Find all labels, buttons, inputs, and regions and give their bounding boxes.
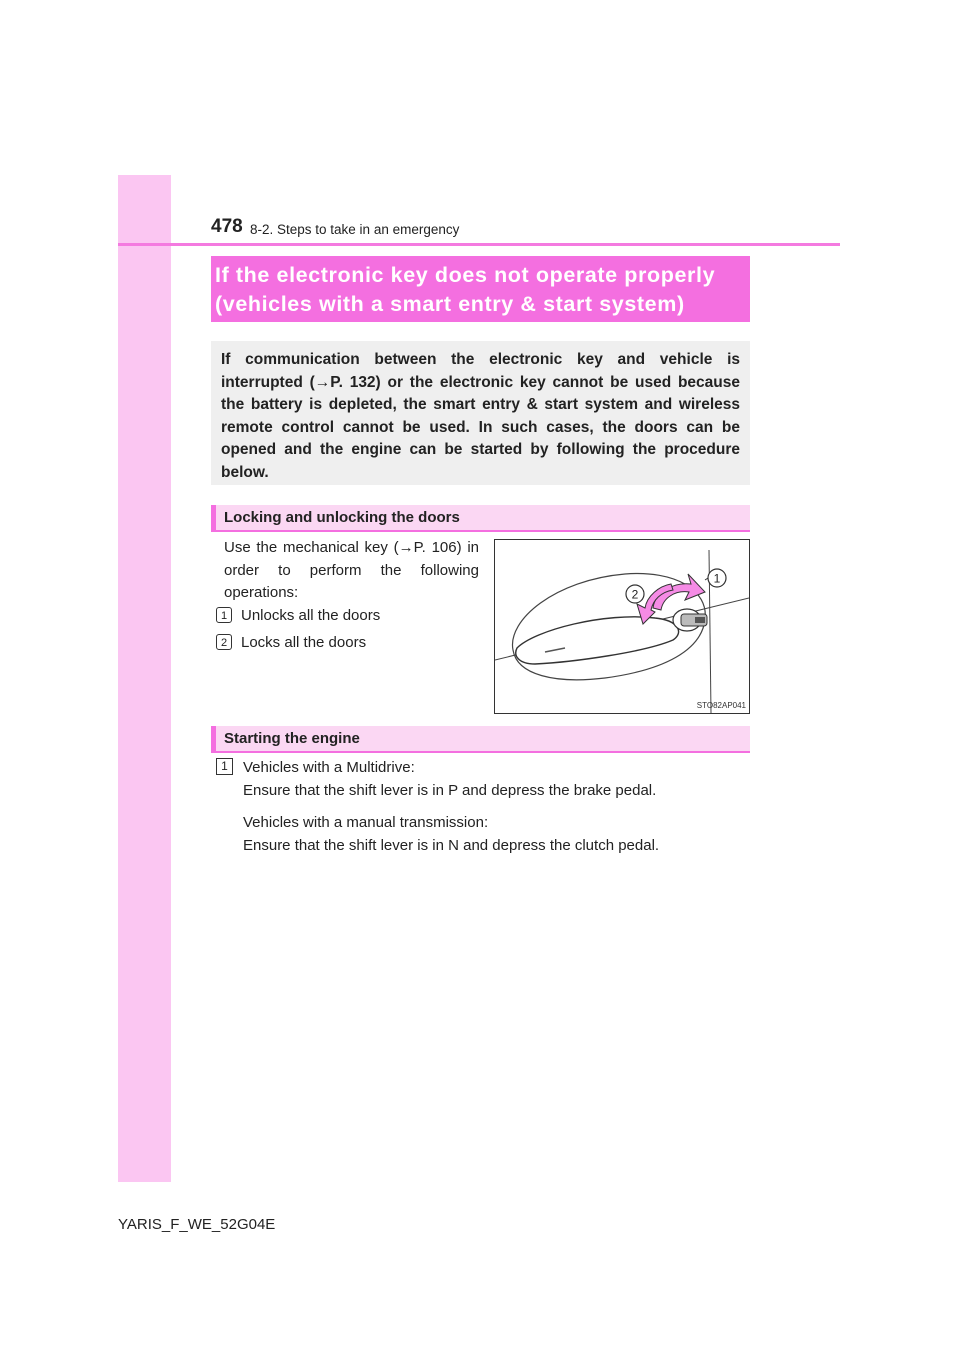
- condition-line: [243, 812, 743, 857]
- section-path: 8-2. Steps to take in an emergency: [250, 222, 460, 237]
- footer-code: YARIS_F_WE_52G04E: [118, 1216, 276, 1233]
- title-line-2: (vehicles with a smart entry & start system): [215, 292, 685, 316]
- step-label: Locks all the doors: [241, 633, 367, 651]
- callout-1-label: 1: [713, 571, 721, 586]
- title-banner: [211, 256, 750, 322]
- callout-2-label: 2: [631, 587, 639, 602]
- condition-line: [243, 757, 743, 802]
- locking-heading: Locking and unlocking the doors: [211, 505, 750, 530]
- instruction-manual: Ensure that the shift lever is in N and depress the clutch pedal.: [243, 836, 660, 854]
- step-label: Unlocks all the doors: [241, 606, 381, 624]
- title-line-1: If the electronic key does not operate properly: [215, 263, 716, 287]
- instruction-multidrive: Ensure that the shift lever is in P and depress the brake pedal.: [243, 781, 657, 799]
- door-handle-figure: [494, 539, 750, 714]
- intro-box: If communication between the electronic key and vehicle is interrupted (→P. 132) or the electronic key cannot be used because the battery is depleted, the smart entry & start system and wireless remote control cannot be used. In such cases, the doors can be opened and the engine can be started by following the procedure below.: [211, 341, 750, 485]
- door-handle: [516, 617, 679, 664]
- page-number: 478: [211, 216, 243, 237]
- header-rule: [118, 243, 840, 246]
- step-number-badge: 1: [216, 758, 233, 775]
- key-head-detail: [695, 617, 705, 623]
- locking-instructions: Use the mechanical key (→P. 106) in order to perform the following operations:: [224, 539, 479, 601]
- door-handle-illustration: [495, 540, 749, 713]
- condition-multidrive: Vehicles with a Multidrive:: [243, 759, 415, 776]
- step-lock: [216, 632, 366, 652]
- side-tab-strip: [118, 175, 171, 1182]
- starting-heading: Starting the engine: [211, 726, 750, 751]
- starting-instructions: [243, 757, 743, 867]
- step-number-badge: 1: [216, 607, 232, 623]
- step-number-badge: 2: [216, 634, 232, 650]
- figure-code: STO82AP041: [696, 701, 746, 710]
- condition-manual: Vehicles with a manual transmission:: [243, 814, 489, 831]
- step-unlock: [216, 605, 380, 625]
